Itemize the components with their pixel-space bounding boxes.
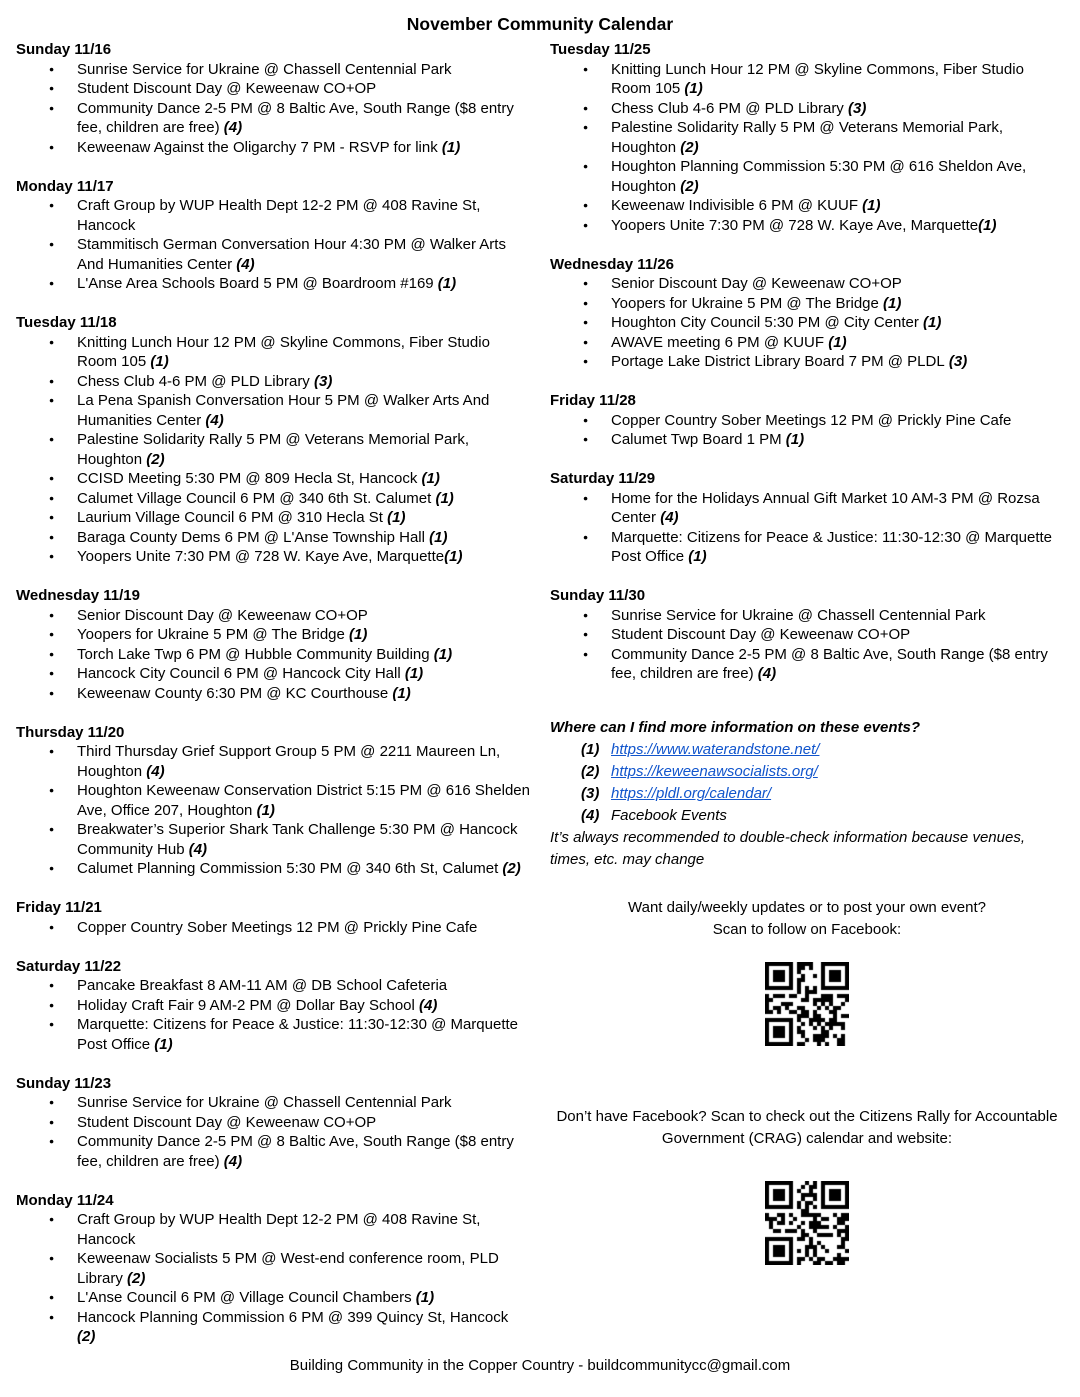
event-item xyxy=(16,372,530,392)
day-heading: Saturday 11/22 xyxy=(16,957,122,975)
event-list xyxy=(16,918,530,938)
event-item xyxy=(16,430,530,469)
event-text: Copper Country Sober Meetings 12 PM @ Prickly Pine Cafe xyxy=(611,411,1012,429)
event-item xyxy=(550,313,1064,333)
day-heading: Tuesday 11/25 xyxy=(550,41,651,58)
source-facebook-events: Facebook Events xyxy=(611,806,727,824)
event-list xyxy=(16,1210,530,1347)
event-text: Yoopers for Ukraine 5 PM @ The Bridge xyxy=(77,626,345,643)
event-item xyxy=(16,79,530,99)
event-item xyxy=(16,1113,530,1133)
source-row xyxy=(550,761,1064,783)
event-text: Houghton Planning Commission 5:30 PM @ 616 Sheldon Ave, Houghton xyxy=(611,158,1027,195)
event-item xyxy=(16,235,530,274)
event-text: Third Thursday Grief Support Group 5 PM @ 2211 Maureen Ln, Houghton xyxy=(77,743,501,780)
source-link-waterandstone[interactable]: https://www.waterandstone.net/ xyxy=(611,740,820,758)
day-section xyxy=(550,586,1064,684)
day-heading: Monday 11/17 xyxy=(16,177,114,195)
info-section xyxy=(550,717,1064,871)
event-source-ref: (1) xyxy=(150,1035,173,1053)
event-source-ref: (1) xyxy=(437,138,461,156)
event-text: Stammitisch German Conversation Hour 4:30 PM @ Walker Arts And Humanities Center xyxy=(77,236,506,273)
event-text: Sunrise Service for Ukraine @ Chassell Centennial Park xyxy=(611,606,986,624)
event-text: Craft Group by WUP Health Dept 12-2 PM @ 408 Ravine St, Hancock xyxy=(77,197,481,234)
event-source-ref: (1) xyxy=(824,333,847,351)
event-item xyxy=(16,606,530,626)
event-source-ref: (3) xyxy=(843,99,867,117)
event-source-ref: (4) xyxy=(184,840,208,858)
event-list xyxy=(550,411,1064,450)
event-source-ref: (4) xyxy=(219,1152,243,1170)
event-text: Keweenaw Indivisible 6 PM @ KUUF xyxy=(611,197,858,214)
event-source-ref: (1) xyxy=(878,294,902,312)
event-text: Community Dance 2-5 PM @ 8 Baltic Ave, South Range ($8 entry fee, children are free) xyxy=(77,1133,514,1170)
event-source-ref: (1) xyxy=(444,548,463,565)
event-list xyxy=(550,606,1064,684)
event-item xyxy=(16,196,530,235)
event-item xyxy=(16,528,530,548)
day-section xyxy=(16,586,530,703)
source-row xyxy=(550,739,1064,761)
event-text: Copper Country Sober Meetings 12 PM @ Prickly Pine Cafe xyxy=(77,918,478,936)
event-text: Breakwater’s Superior Shark Tank Challenge 5:30 PM @ Hancock Community Hub xyxy=(77,821,518,858)
event-text: Calumet Village Council 6 PM @ 340 6th St. Calumet xyxy=(77,489,432,507)
event-item xyxy=(550,625,1064,645)
event-item xyxy=(550,274,1064,294)
info-heading: Where can I find more information on these events? xyxy=(550,718,921,736)
event-item xyxy=(16,645,530,665)
event-source-ref: (2) xyxy=(122,1269,146,1287)
event-list xyxy=(16,742,530,879)
left-column xyxy=(16,40,530,1366)
source-link-pldl-calendar[interactable]: https://pldl.org/calendar/ xyxy=(611,784,772,802)
event-text: Portage Lake District Library Board 7 PM @ PLDL xyxy=(611,353,945,370)
event-text: Palestine Solidarity Rally 5 PM @ Veterans Memorial Park, Houghton xyxy=(611,119,1004,156)
event-item xyxy=(550,60,1064,99)
info-note: It’s always recommended to double-check information because venues, times, etc. may change xyxy=(550,828,1025,868)
event-source-ref: (1) xyxy=(978,216,997,234)
event-source-ref: (4) xyxy=(219,119,243,136)
event-source-ref: (1) xyxy=(918,314,942,331)
event-text: Calumet Twp Board 1 PM xyxy=(611,431,782,448)
two-column-layout xyxy=(16,40,1064,1366)
footer-text: Building Community in the Copper Country - buildcommunitycc@gmail.com xyxy=(289,1357,791,1374)
event-item xyxy=(550,196,1064,216)
source-number: (1) xyxy=(581,740,600,758)
right-column xyxy=(550,40,1064,1265)
event-item xyxy=(16,99,530,138)
event-source-ref: (1) xyxy=(411,1289,435,1306)
event-source-ref: (2) xyxy=(77,1328,96,1345)
source-row xyxy=(550,783,1064,805)
source-number: (2) xyxy=(581,762,600,780)
source-link-keweenawsocialists[interactable]: https://keweenawsocialists.org/ xyxy=(611,762,818,780)
event-text: La Pena Spanish Conversation Hour 5 PM @ Walker Arts And Humanities Center xyxy=(77,392,490,429)
event-item xyxy=(550,489,1064,528)
event-list xyxy=(16,196,530,294)
event-text: Holiday Craft Fair 9 AM-2 PM @ Dollar Bay School xyxy=(77,996,415,1014)
event-item xyxy=(16,333,530,372)
event-text: Keweenaw County 6:30 PM @ KC Courthouse xyxy=(77,684,389,702)
event-text: Houghton Keweenaw Conservation District 5:15 PM @ 616 Shelden Ave, Office 207, Houghton xyxy=(77,782,530,819)
day-heading: Sunday 11/30 xyxy=(550,587,646,604)
facebook-cta-line2: Scan to follow on Facebook: xyxy=(712,920,902,938)
event-text: Torch Lake Twp 6 PM @ Hubble Community Building xyxy=(77,645,430,663)
day-section xyxy=(16,898,530,937)
event-source-ref: (1) xyxy=(424,528,448,546)
day-heading: Saturday 11/29 xyxy=(550,470,656,487)
event-item xyxy=(550,216,1064,236)
day-section xyxy=(16,1074,530,1172)
event-text: Calumet Planning Commission 5:30 PM @ 340 6th St, Calumet xyxy=(77,860,499,877)
event-item xyxy=(550,99,1064,119)
event-text: Community Dance 2-5 PM @ 8 Baltic Ave, South Range ($8 entry fee, children are free) xyxy=(611,645,1048,682)
event-text: Community Dance 2-5 PM @ 8 Baltic Ave, South Range ($8 entry fee, children are free) xyxy=(77,99,514,136)
event-item xyxy=(16,1249,530,1288)
event-text: Laurium Village Council 6 PM @ 310 Hecla St xyxy=(77,509,383,526)
source-number: (3) xyxy=(581,784,600,802)
event-text: CCISD Meeting 5:30 PM @ 809 Hecla St, Hancock xyxy=(77,470,418,487)
day-heading: Sunday 11/16 xyxy=(16,41,112,58)
day-section xyxy=(16,177,530,294)
event-item xyxy=(16,859,530,879)
event-text: Marquette: Citizens for Peace & Justice: 11:30-12:30 @ Marquette Post Office xyxy=(77,1016,519,1053)
event-source-ref: (1) xyxy=(858,197,881,214)
event-text: Chess Club 4-6 PM @ PLD Library xyxy=(611,99,844,117)
event-source-ref: (1) xyxy=(431,489,454,507)
day-section xyxy=(16,957,530,1055)
event-source-ref: (1) xyxy=(344,626,368,643)
event-item xyxy=(16,625,530,645)
event-item xyxy=(16,976,530,996)
event-text: Yoopers Unite 7:30 PM @ 728 W. Kaye Ave, Marquette xyxy=(611,216,979,234)
day-section xyxy=(550,391,1064,450)
event-item xyxy=(16,274,530,294)
event-item xyxy=(16,820,530,859)
page-title: November Community Calendar xyxy=(406,14,674,34)
event-item xyxy=(16,996,530,1016)
event-item xyxy=(16,391,530,430)
source-number: (4) xyxy=(581,806,600,824)
event-item xyxy=(550,294,1064,314)
event-source-ref: (2) xyxy=(676,177,699,195)
event-item xyxy=(16,1308,530,1347)
day-section xyxy=(16,1191,530,1347)
event-source-ref: (3) xyxy=(309,372,333,390)
day-heading: Wednesday 11/19 xyxy=(16,587,140,604)
day-heading: Friday 11/28 xyxy=(550,392,636,409)
event-item xyxy=(550,118,1064,157)
event-source-ref: (1) xyxy=(252,801,275,819)
event-text: Hancock City Council 6 PM @ Hancock City Hall xyxy=(77,665,401,682)
event-text: Sunrise Service for Ukraine @ Chassell Centennial Park xyxy=(77,60,452,78)
event-source-ref: (4) xyxy=(753,665,777,682)
event-item xyxy=(16,742,530,781)
event-source-ref: (1) xyxy=(429,645,453,663)
event-source-ref: (1) xyxy=(684,548,707,565)
event-item xyxy=(16,1015,530,1054)
event-text: Knitting Lunch Hour 12 PM @ Skyline Commons, Fiber Studio Room 105 xyxy=(77,333,490,370)
day-heading: Friday 11/21 xyxy=(16,899,102,916)
source-row xyxy=(550,805,1064,827)
event-item xyxy=(16,664,530,684)
event-source-ref: (1) xyxy=(433,275,457,292)
day-section xyxy=(550,469,1064,567)
day-heading: Thursday 11/20 xyxy=(16,723,125,741)
event-list xyxy=(16,1093,530,1171)
day-section xyxy=(16,723,530,879)
event-list xyxy=(16,606,530,704)
event-text: Craft Group by WUP Health Dept 12-2 PM @ 408 Ravine St, Hancock xyxy=(77,1211,481,1248)
event-item xyxy=(16,547,530,567)
event-text: Senior Discount Day @ Keweenaw CO+OP xyxy=(611,275,902,292)
event-text: Student Discount Day @ Keweenaw CO+OP xyxy=(77,1113,377,1131)
event-source-ref: (1) xyxy=(781,431,805,448)
day-section xyxy=(550,40,1064,235)
event-text: Marquette: Citizens for Peace & Justice: 11:30-12:30 @ Marquette Post Office xyxy=(611,528,1053,565)
event-source-ref: (4) xyxy=(201,411,224,429)
event-item xyxy=(16,60,530,80)
event-item xyxy=(16,138,530,158)
crag-cta: Don’t have Facebook? Scan to check out the Citizens Rally for Accountable Government (CRAG) calendar and website: xyxy=(556,1107,1058,1147)
event-item xyxy=(16,918,530,938)
event-item xyxy=(550,430,1064,450)
day-section xyxy=(16,313,530,567)
event-text: AWAVE meeting 6 PM @ KUUF xyxy=(611,333,825,351)
event-item xyxy=(550,157,1064,196)
event-source-ref: (3) xyxy=(944,353,968,370)
day-section xyxy=(550,255,1064,372)
day-section xyxy=(16,40,530,157)
event-text: Pancake Breakfast 8 AM-11 AM @ DB School Cafeteria xyxy=(77,977,448,994)
right-day-sections xyxy=(550,40,1064,684)
event-item xyxy=(550,606,1064,626)
facebook-qr-code xyxy=(765,962,849,1046)
event-text: L'Anse Area Schools Board 5 PM @ Boardroom #169 xyxy=(77,275,434,292)
event-item xyxy=(550,333,1064,353)
day-heading: Monday 11/24 xyxy=(16,1191,114,1209)
event-text: Chess Club 4-6 PM @ PLD Library xyxy=(77,372,310,390)
event-list xyxy=(16,60,530,158)
event-text: Student Discount Day @ Keweenaw CO+OP xyxy=(77,80,377,97)
event-item xyxy=(16,684,530,704)
event-text: L'Anse Council 6 PM @ Village Council Chambers xyxy=(77,1289,412,1306)
event-source-ref: (4) xyxy=(656,509,679,526)
event-source-ref: (4) xyxy=(232,255,255,273)
facebook-cta xyxy=(550,897,1064,941)
event-text: Hancock Planning Commission 6 PM @ 399 Quincy St, Hancock xyxy=(77,1308,509,1326)
event-list xyxy=(550,60,1064,236)
crag-qr-wrapper xyxy=(550,1181,1064,1265)
event-item xyxy=(16,781,530,820)
event-text: Knitting Lunch Hour 12 PM @ Skyline Commons, Fiber Studio Room 105 xyxy=(611,60,1024,97)
event-source-ref: (2) xyxy=(498,860,521,877)
event-item xyxy=(550,645,1064,684)
event-text: Senior Discount Day @ Keweenaw CO+OP xyxy=(77,606,368,624)
event-source-ref: (2) xyxy=(676,138,699,156)
event-source-ref: (1) xyxy=(146,353,169,370)
event-source-ref: (1) xyxy=(400,665,424,682)
event-item xyxy=(550,352,1064,372)
event-text: Sunrise Service for Ukraine @ Chassell Centennial Park xyxy=(77,1094,452,1111)
event-item xyxy=(16,1132,530,1171)
day-heading: Sunday 11/23 xyxy=(16,1074,112,1092)
event-source-ref: (4) xyxy=(142,762,165,780)
event-item xyxy=(16,469,530,489)
event-list xyxy=(550,274,1064,372)
event-item xyxy=(550,528,1064,567)
event-item xyxy=(16,489,530,509)
day-heading: Tuesday 11/18 xyxy=(16,314,117,331)
event-item xyxy=(16,508,530,528)
crag-qr-code xyxy=(765,1181,849,1265)
day-heading: Wednesday 11/26 xyxy=(550,255,674,273)
event-source-ref: (2) xyxy=(142,450,165,468)
event-item xyxy=(16,1288,530,1308)
event-source-ref: (4) xyxy=(414,996,438,1014)
event-list xyxy=(550,489,1064,567)
facebook-qr-wrapper xyxy=(550,962,1064,1046)
event-list xyxy=(16,976,530,1054)
event-source-ref: (1) xyxy=(417,470,440,487)
event-text: Yoopers Unite 7:30 PM @ 728 W. Kaye Ave, Marquette xyxy=(77,548,445,565)
event-text: Houghton City Council 5:30 PM @ City Center xyxy=(611,314,919,331)
event-text: Home for the Holidays Annual Gift Market 10 AM-3 PM @ Rozsa Center xyxy=(611,489,1040,526)
event-source-ref: (1) xyxy=(382,509,406,526)
facebook-cta-line1: Want daily/weekly updates or to post your own event? xyxy=(628,898,986,916)
event-text: Yoopers for Ukraine 5 PM @ The Bridge xyxy=(611,294,879,312)
event-item xyxy=(16,1210,530,1249)
event-text: Palestine Solidarity Rally 5 PM @ Veterans Memorial Park, Houghton xyxy=(77,431,470,468)
event-text: Baraga County Dems 6 PM @ L'Anse Township Hall xyxy=(77,528,425,546)
event-text: Student Discount Day @ Keweenaw CO+OP xyxy=(611,626,911,643)
event-source-ref: (1) xyxy=(680,80,703,97)
event-text: Keweenaw Against the Oligarchy 7 PM - RSVP for link xyxy=(77,138,438,156)
event-source-ref: (1) xyxy=(388,684,411,702)
event-text: Keweenaw Socialists 5 PM @ West-end conference room, PLD Library xyxy=(77,1250,499,1287)
event-item xyxy=(550,411,1064,431)
event-list xyxy=(16,333,530,567)
event-item xyxy=(16,1093,530,1113)
